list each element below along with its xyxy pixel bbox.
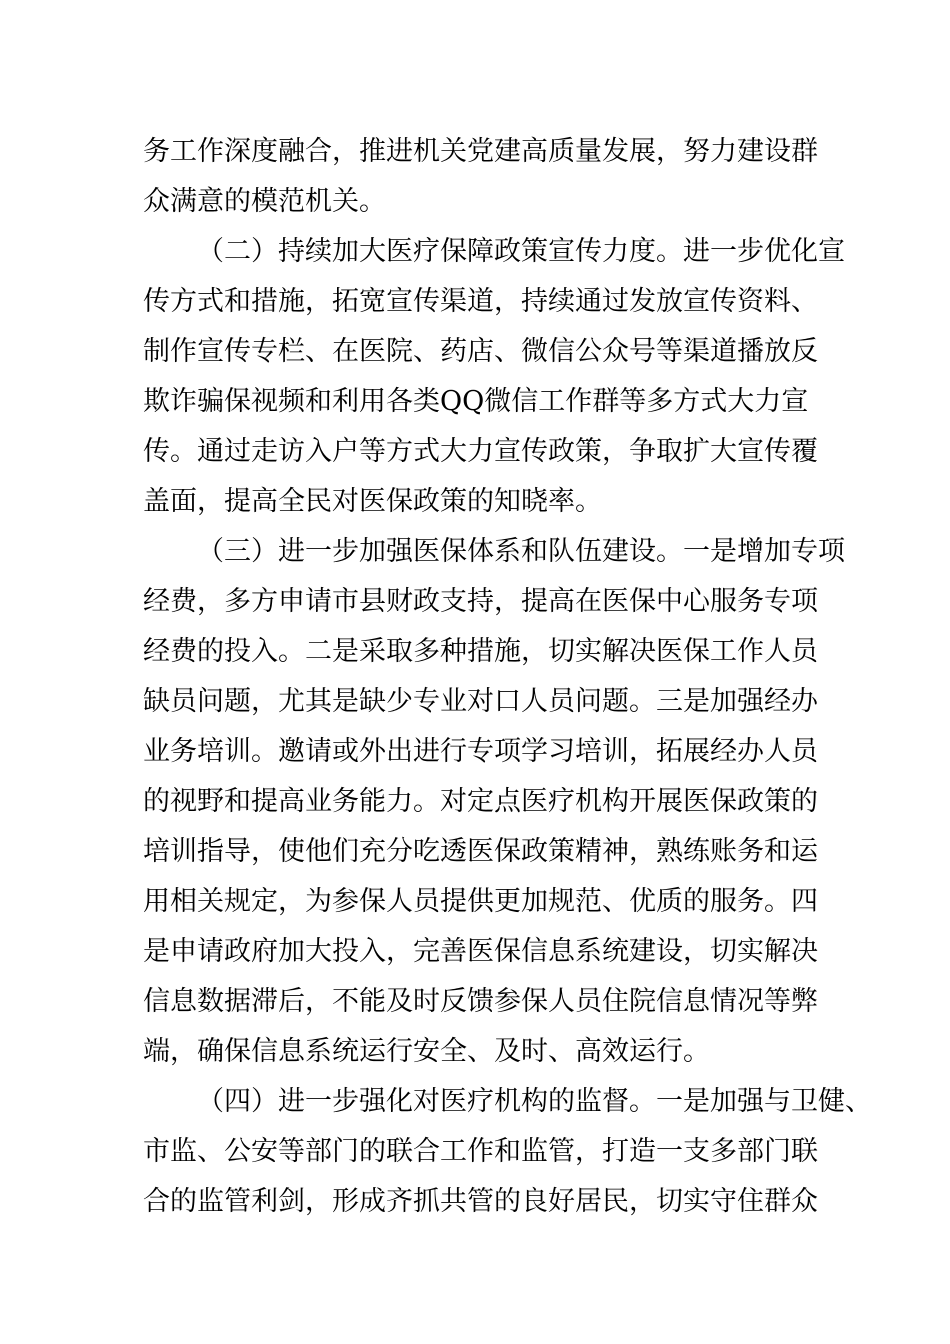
text-line: 用相关规定，为参保人员提供更加规范、优质的服务。四 xyxy=(143,886,818,917)
text-line: 缺员问题，尤其是缺少专业对口人员问题。三是加强经办 xyxy=(143,686,818,717)
text-line: 经费，多方申请市县财政支持，提高在医保中心服务专项 xyxy=(143,586,818,617)
text-line: 是申请政府加大投入，完善医保信息系统建设，切实解决 xyxy=(143,936,818,967)
text-line: 盖面，提高全民对医保政策的知晓率。 xyxy=(143,486,602,517)
text-line: 众满意的模范机关。 xyxy=(143,186,386,217)
text-line: 合的监管利剑，形成齐抓共管的良好居民，切实守住群众 xyxy=(143,1186,818,1217)
text-line: （四）进一步强化对医疗机构的监督。一是加强与卫健、 xyxy=(197,1086,872,1117)
text-line: 务工作深度融合，推进机关党建高质量发展，努力建设群 xyxy=(143,136,818,167)
text-line: 传方式和措施，拓宽宣传渠道，持续通过发放宣传资料、 xyxy=(143,286,818,317)
text-line: 的视野和提高业务能力。对定点医疗机构开展医保政策的 xyxy=(143,786,818,817)
text-line: 端，确保信息系统运行安全、及时、高效运行。 xyxy=(143,1036,710,1067)
text-line: 传。通过走访入户等方式大力宣传政策，争取扩大宣传覆 xyxy=(143,436,818,467)
text-line: 信息数据滞后，不能及时反馈参保人员住院信息情况等弊 xyxy=(143,986,818,1017)
text-line: （二）持续加大医疗保障政策宣传力度。进一步优化宣 xyxy=(197,236,845,267)
text-line: 业务培训。邀请或外出进行专项学习培训，拓展经办人员 xyxy=(143,736,818,767)
text-line: 市监、公安等部门的联合工作和监管，打造一支多部门联 xyxy=(143,1136,818,1167)
text-line: （三）进一步加强医保体系和队伍建设。一是增加专项 xyxy=(197,536,845,567)
body-text xyxy=(143,127,872,1227)
text-line: 制作宣传专栏、在医院、药店、微信公众号等渠道播放反 xyxy=(143,336,818,367)
text-line: 欺诈骗保视频和利用各类QQ微信工作群等多方式大力宣 xyxy=(143,386,809,417)
text-line: 经费的投入。二是采取多种措施，切实解决医保工作人员 xyxy=(143,636,818,667)
text-line: 培训指导，使他们充分吃透医保政策精神，熟练账务和运 xyxy=(143,836,818,867)
